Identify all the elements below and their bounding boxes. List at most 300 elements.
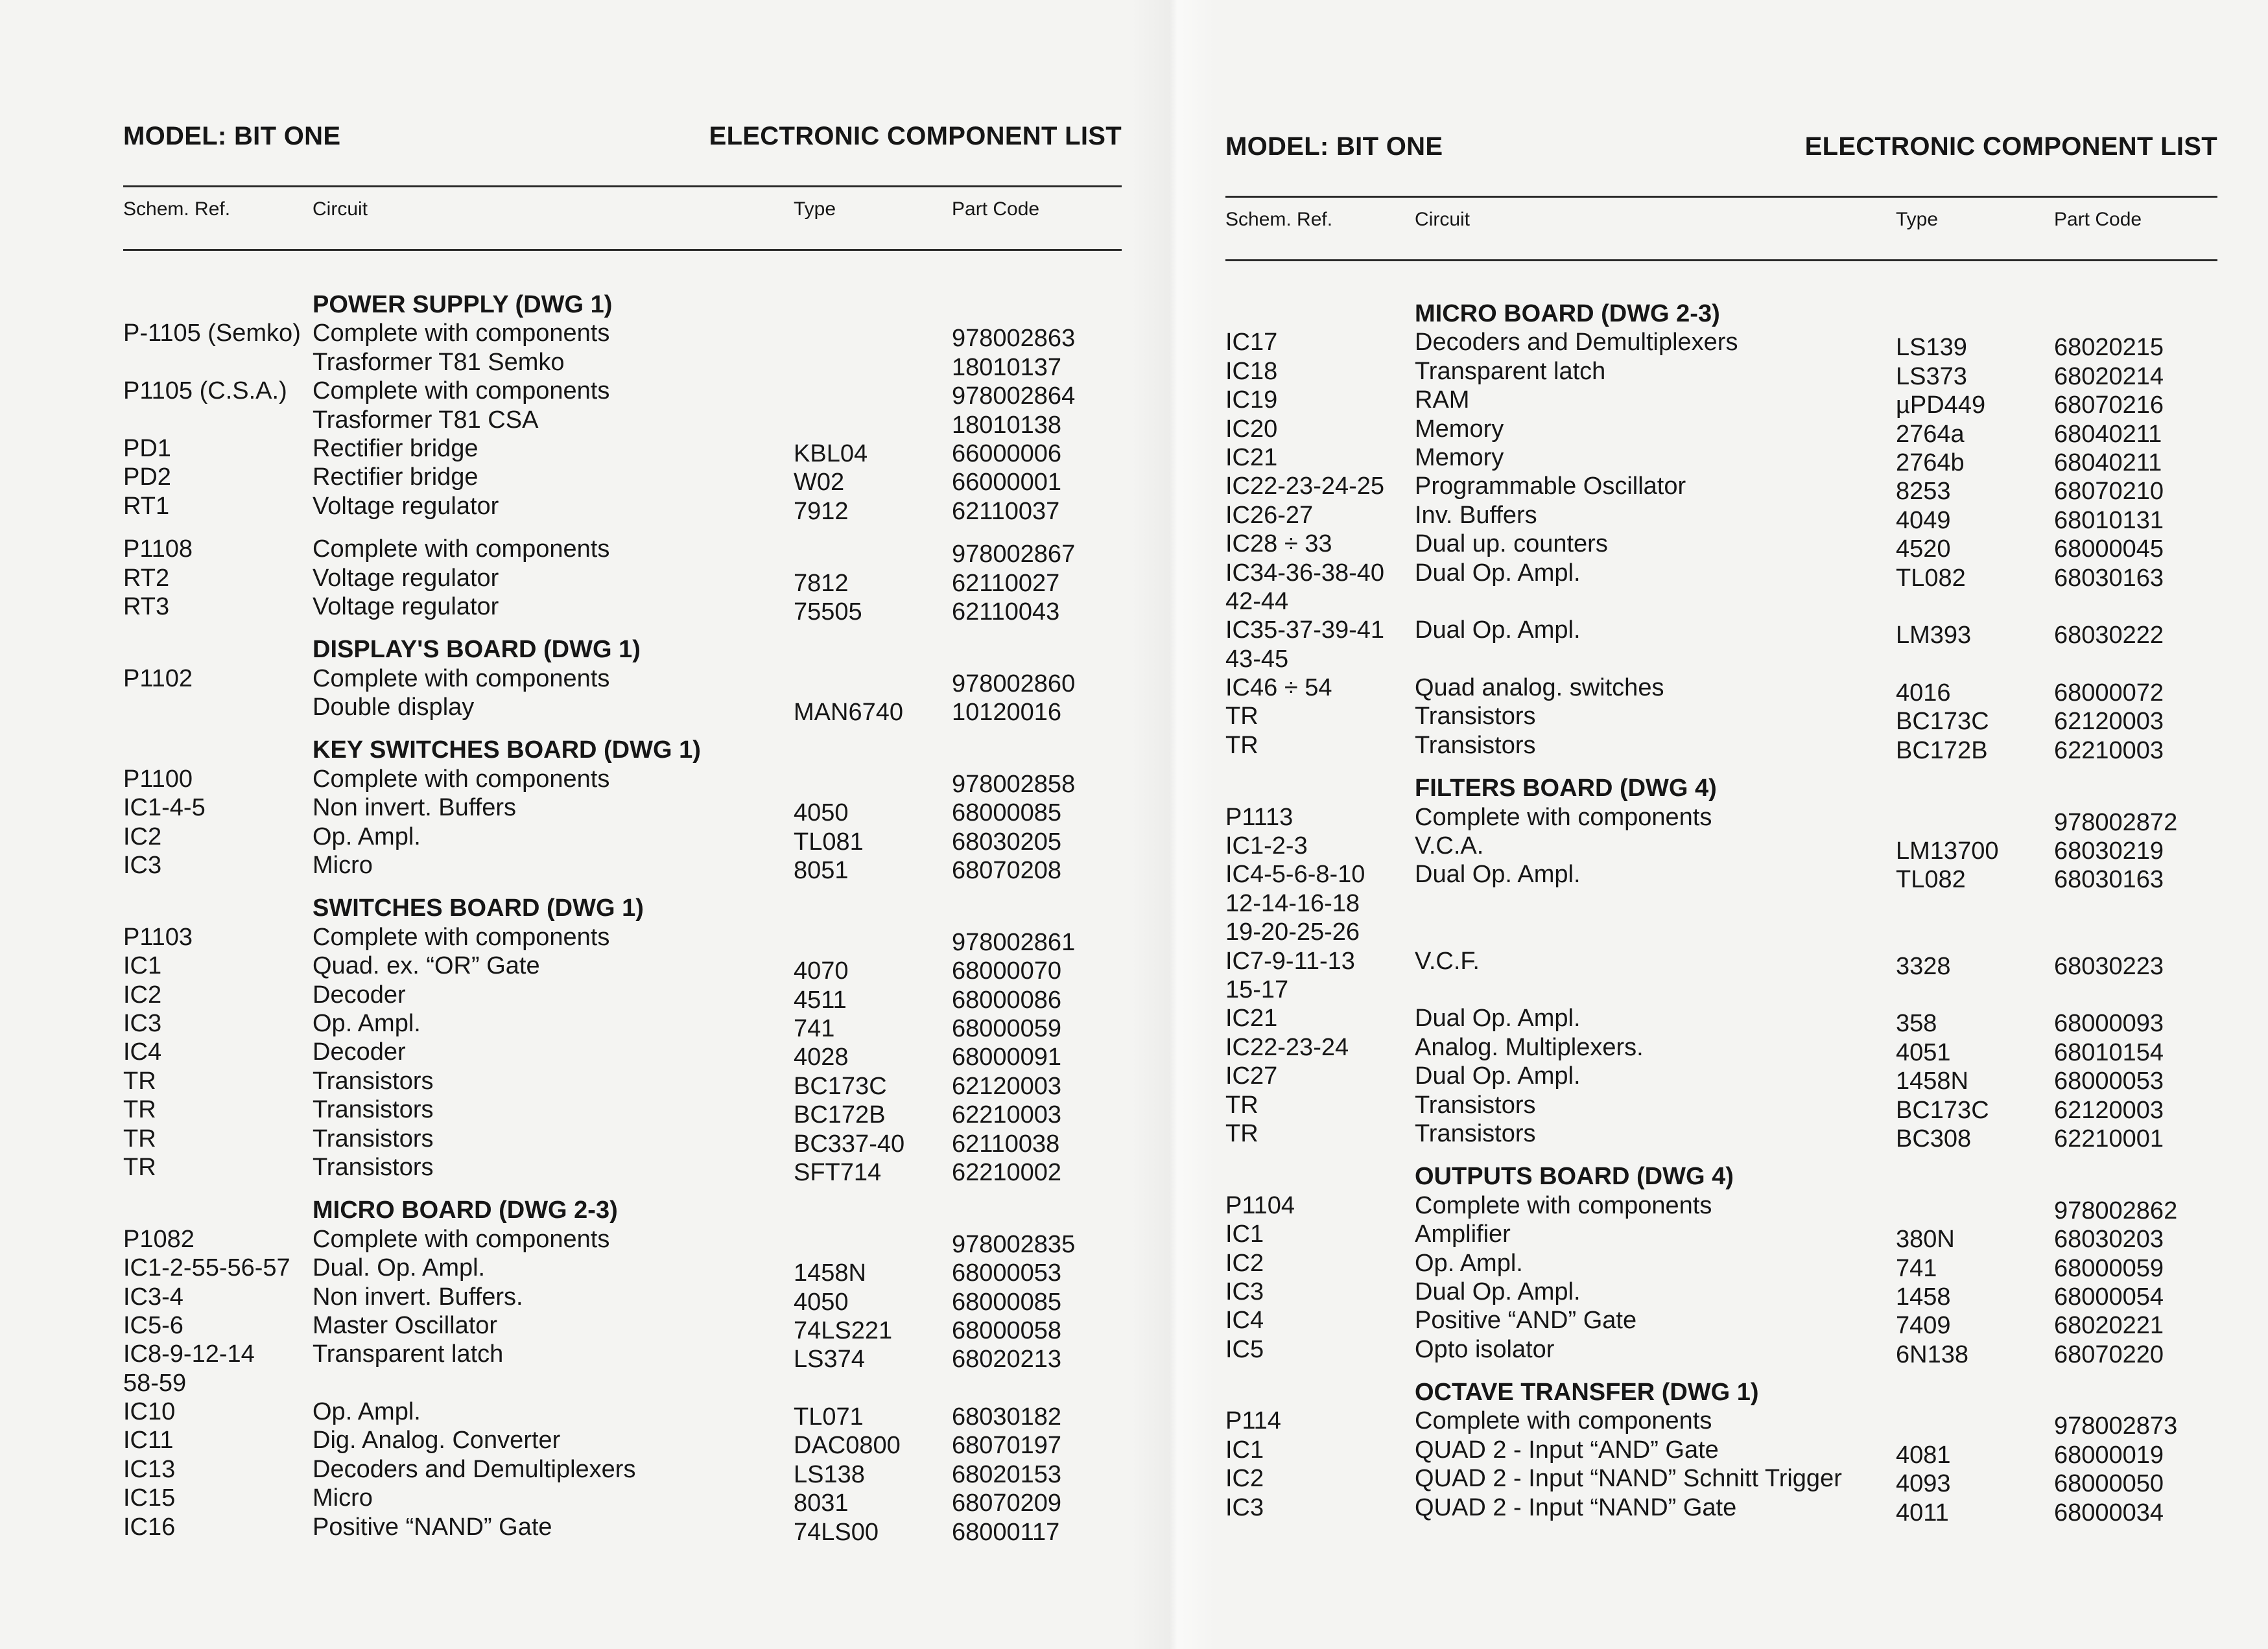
type-cell: 3328 xyxy=(1896,952,1951,980)
circuit-cell: Micro xyxy=(313,852,373,880)
circuit-cell: Transistors xyxy=(313,1067,434,1095)
circuit-cell: Dual Op. Ampl. xyxy=(1415,1278,1581,1305)
circuit-cell: Complete with components xyxy=(313,377,610,405)
schem-ref-cell: IC4 xyxy=(123,1038,162,1066)
column-header-schem-ref: Schem. Ref. xyxy=(123,198,231,220)
part-code-cell: 68010154 xyxy=(2054,1038,2164,1066)
component-row xyxy=(123,564,1122,597)
type-cell: 74LS00 xyxy=(794,1518,879,1546)
schem-ref-cell: IC34-36-38-40 xyxy=(1225,559,1385,587)
component-row xyxy=(123,1225,1122,1258)
type-cell: BC172B xyxy=(794,1101,886,1129)
schem-ref-cell: P-1105 (Semko) xyxy=(123,320,301,347)
schem-ref-cell: IC4-5-6-8-10 xyxy=(1225,861,1365,889)
component-row xyxy=(123,765,1122,798)
circuit-cell: Trasformer T81 CSA xyxy=(313,406,539,434)
circuit-cell: Complete with components xyxy=(1415,803,1712,831)
schem-ref-cell: IC17 xyxy=(1225,329,1278,357)
type-cell: 4028 xyxy=(794,1044,849,1071)
schem-ref-cell: IC3 xyxy=(123,1009,162,1037)
component-row xyxy=(1225,832,2224,865)
column-headers xyxy=(1225,209,2217,241)
schem-ref-cell: IC1 xyxy=(1225,1436,1264,1464)
component-row xyxy=(1225,559,2224,592)
section-heading-row xyxy=(1225,774,2224,802)
component-row xyxy=(1225,803,2224,836)
component-row xyxy=(123,592,1122,626)
type-cell: BC172B xyxy=(1896,736,1988,764)
page-header xyxy=(123,117,1122,156)
circuit-cell: Amplifier xyxy=(1415,1221,1511,1248)
component-row xyxy=(123,377,1122,410)
schem-ref-cell: IC2 xyxy=(1225,1465,1264,1493)
part-code-cell: 68000050 xyxy=(2054,1470,2164,1498)
schem-ref-cell: TR xyxy=(123,1067,156,1095)
schem-ref-cell: IC7-9-11-13 xyxy=(1225,947,1355,975)
circuit-cell: Inv. Buffers xyxy=(1415,501,1537,529)
component-row xyxy=(1225,616,2224,649)
type-cell: TL071 xyxy=(794,1403,864,1431)
part-code-cell: 62110038 xyxy=(952,1130,1060,1158)
type-cell: 4011 xyxy=(1896,1499,1949,1526)
component-row xyxy=(1225,1004,2224,1038)
circuit-cell: Dual Op. Ampl. xyxy=(1415,1062,1581,1090)
circuit-cell: Programmable Oscillator xyxy=(1415,473,1686,500)
type-cell: LS139 xyxy=(1896,334,1967,362)
type-cell: 8031 xyxy=(794,1490,849,1517)
part-code-cell: 62210001 xyxy=(2054,1125,2164,1152)
type-cell: 74LS221 xyxy=(794,1316,893,1344)
part-code-cell: 68000058 xyxy=(952,1316,1062,1344)
schem-ref-cell: TR xyxy=(1225,1091,1258,1119)
type-cell: BC173C xyxy=(794,1072,887,1100)
part-code-cell: 68070208 xyxy=(952,857,1062,885)
component-row xyxy=(1225,1119,2224,1152)
component-row xyxy=(1225,1436,2224,1469)
circuit-cell: Dual Op. Ampl. xyxy=(1415,559,1581,587)
type-cell: 7912 xyxy=(794,497,849,525)
circuit-cell: Complete with components xyxy=(313,765,610,793)
component-row xyxy=(1225,1033,2224,1066)
part-code-cell: 978002861 xyxy=(952,928,1076,956)
schem-ref-cell: IC3 xyxy=(1225,1278,1264,1305)
model-title: MODEL: BIT ONE xyxy=(123,121,341,150)
circuit-cell: QUAD 2 - Input “NAND” Gate xyxy=(1415,1493,1737,1521)
schem-ref-cell: IC1-2-3 xyxy=(1225,832,1308,860)
part-code-cell: 68030163 xyxy=(2054,564,2164,592)
section-heading-row xyxy=(123,635,1122,664)
column-header-type: Type xyxy=(794,198,836,220)
part-code-cell: 68030203 xyxy=(2054,1226,2164,1254)
part-code-cell: 18010138 xyxy=(952,411,1062,439)
circuit-cell: Transistors xyxy=(1415,1119,1536,1147)
circuit-cell: Voltage regulator xyxy=(313,564,499,592)
component-row xyxy=(123,406,1122,439)
part-code-cell: 68070220 xyxy=(2054,1340,2164,1368)
column-header-type: Type xyxy=(1896,209,1939,230)
circuit-cell: Rectifier bridge xyxy=(313,434,478,462)
type-cell: KBL04 xyxy=(794,439,868,467)
part-code-cell: 68000019 xyxy=(2054,1441,2164,1469)
part-code-cell: 68010131 xyxy=(2054,506,2164,534)
part-code-cell: 68070210 xyxy=(2054,478,2164,506)
part-code-cell: 68020221 xyxy=(2054,1312,2164,1340)
circuit-cell: Decoder xyxy=(313,981,406,1009)
circuit-cell: Op. Ampl. xyxy=(313,1398,421,1426)
type-cell: 4050 xyxy=(794,1288,849,1316)
part-code-cell: 68000072 xyxy=(2054,679,2164,707)
component-row xyxy=(123,793,1122,827)
schem-ref-cell: RT2 xyxy=(123,564,170,592)
part-code-cell: 68000086 xyxy=(952,986,1062,1014)
part-code-cell: 62210003 xyxy=(952,1101,1062,1129)
circuit-cell: Complete with components xyxy=(313,923,610,951)
column-header-rule xyxy=(123,249,1122,251)
circuit-cell: Transistors xyxy=(313,1153,434,1181)
component-row xyxy=(1225,472,2224,506)
part-code-cell: 62120003 xyxy=(952,1072,1062,1100)
type-cell: 7812 xyxy=(794,569,849,597)
schem-ref-cell: IC2 xyxy=(123,823,162,850)
component-row xyxy=(123,463,1122,497)
section-heading: FILTERS BOARD (DWG 4) xyxy=(1415,775,1717,802)
part-code-cell: 68030163 xyxy=(2054,866,2164,894)
circuit-cell: Complete with components xyxy=(313,664,610,692)
section-heading: OCTAVE TRANSFER (DWG 1) xyxy=(1415,1379,1759,1407)
part-code-cell: 68020214 xyxy=(2054,362,2164,390)
component-row xyxy=(1225,889,2224,918)
type-cell: 4511 xyxy=(794,986,847,1014)
schem-ref-cell: IC21 xyxy=(1225,1005,1278,1033)
component-row xyxy=(123,1340,1122,1374)
component-row xyxy=(1225,587,2224,616)
section-heading: MICRO BOARD (DWG 2-3) xyxy=(313,1197,618,1224)
circuit-cell: Transistors xyxy=(1415,731,1536,759)
type-cell: W02 xyxy=(794,469,845,497)
type-cell: 4070 xyxy=(794,957,849,985)
circuit-cell: Voltage regulator xyxy=(313,492,499,520)
circuit-cell: Quad analog. switches xyxy=(1415,674,1664,702)
component-row xyxy=(123,981,1122,1014)
circuit-cell: Dual up. counters xyxy=(1415,530,1608,558)
circuit-cell: Positive “AND” Gate xyxy=(1415,1307,1637,1335)
part-code-cell: 68000070 xyxy=(952,957,1062,985)
circuit-cell: Decoder xyxy=(313,1038,406,1066)
type-cell: 741 xyxy=(794,1014,835,1042)
component-row xyxy=(123,851,1122,885)
right-page xyxy=(1225,0,2217,1649)
component-row xyxy=(1225,673,2224,707)
column-header-part-code: Part Code xyxy=(2054,209,2142,230)
schem-ref-cell: IC2 xyxy=(1225,1249,1264,1277)
type-cell: 6N138 xyxy=(1896,1340,1968,1368)
circuit-cell: Memory xyxy=(1415,415,1504,443)
type-cell: BC173C xyxy=(1896,708,1989,736)
part-code-cell: 978002860 xyxy=(952,670,1076,697)
part-code-cell: 62210003 xyxy=(2054,736,2164,764)
component-row xyxy=(1225,415,2224,448)
schem-ref-cell: TR xyxy=(1225,1119,1258,1147)
component-row xyxy=(123,348,1122,381)
component-row xyxy=(1225,1493,2224,1526)
type-cell: 4050 xyxy=(794,799,849,827)
type-cell: µPD449 xyxy=(1896,392,1986,419)
circuit-cell: Dig. Analog. Converter xyxy=(313,1427,561,1455)
schem-ref-cell: IC1 xyxy=(1225,1221,1264,1248)
type-cell: 358 xyxy=(1896,1010,1937,1038)
component-row xyxy=(1225,860,2224,894)
part-code-cell: 68040211 xyxy=(2054,449,2162,476)
section-heading-row xyxy=(123,894,1122,922)
part-code-cell: 62120003 xyxy=(2054,1096,2164,1124)
component-row xyxy=(123,693,1122,727)
component-row xyxy=(123,1009,1122,1042)
row-spacer xyxy=(123,520,1122,535)
part-code-cell: 68000117 xyxy=(952,1518,1060,1546)
component-row xyxy=(1225,976,2224,1004)
section-heading: POWER SUPPLY (DWG 1) xyxy=(313,291,613,318)
part-code-cell: 978002858 xyxy=(952,770,1076,798)
schem-ref-cell: IC11 xyxy=(123,1427,174,1455)
type-cell: 1458N xyxy=(1896,1068,1968,1095)
circuit-cell: Non invert. Buffers. xyxy=(313,1283,523,1311)
row-spacer xyxy=(123,1182,1122,1196)
part-code-cell: 62110037 xyxy=(952,497,1060,525)
type-cell: 8253 xyxy=(1896,478,1951,506)
component-row xyxy=(123,1369,1122,1398)
component-row xyxy=(1225,1464,2224,1498)
part-code-cell: 68070209 xyxy=(952,1490,1062,1517)
type-cell: 75505 xyxy=(794,598,862,626)
list-title: ELECTRONIC COMPONENT LIST xyxy=(709,121,1122,150)
header-rule xyxy=(1225,196,2217,198)
schem-ref-cell: IC5-6 xyxy=(123,1311,183,1339)
part-code-cell: 68000091 xyxy=(952,1044,1062,1071)
schem-ref-cell: RT3 xyxy=(123,592,170,620)
component-row xyxy=(123,923,1122,956)
schem-ref-cell: P1105 (C.S.A.) xyxy=(123,377,287,405)
component-row xyxy=(1225,918,2224,946)
component-row xyxy=(1225,947,2224,980)
type-cell: BC173C xyxy=(1896,1096,1989,1124)
section-heading: DISPLAY'S BOARD (DWG 1) xyxy=(313,636,641,664)
type-cell: 4051 xyxy=(1896,1038,1951,1066)
circuit-cell: QUAD 2 - Input “AND” Gate xyxy=(1415,1436,1719,1464)
schem-ref-cell: RT1 xyxy=(123,492,170,520)
schem-ref-cell: IC3-4 xyxy=(123,1283,183,1311)
part-code-cell: 68000085 xyxy=(952,1288,1062,1316)
row-spacer xyxy=(123,621,1122,635)
type-cell: SFT714 xyxy=(794,1158,882,1186)
type-cell: TL082 xyxy=(1896,564,1966,592)
column-header-rule xyxy=(1225,259,2217,261)
schem-ref-cell: TR xyxy=(1225,703,1258,731)
part-code-cell: 68030223 xyxy=(2054,952,2164,980)
part-code-cell: 68000093 xyxy=(2054,1010,2164,1038)
schem-ref-cell: IC13 xyxy=(123,1455,176,1483)
column-header-part-code: Part Code xyxy=(952,198,1040,220)
type-cell: 4049 xyxy=(1896,506,1951,534)
part-code-cell: 68030219 xyxy=(2054,837,2164,865)
schem-ref-cell: PD1 xyxy=(123,434,171,462)
part-code-cell: 978002863 xyxy=(952,325,1076,353)
circuit-cell: Trasformer T81 Semko xyxy=(313,348,565,376)
circuit-cell: Transparent latch xyxy=(313,1340,504,1368)
schem-ref-cell: IC3 xyxy=(1225,1493,1264,1521)
schem-ref-cell: PD2 xyxy=(123,463,171,491)
component-row xyxy=(1225,357,2224,390)
type-cell: DAC0800 xyxy=(794,1432,901,1460)
schem-ref-cell: 58-59 xyxy=(123,1369,187,1397)
part-code-cell: 68000059 xyxy=(952,1014,1062,1042)
schem-ref-cell: IC22-23-24-25 xyxy=(1225,473,1385,500)
schem-ref-cell: IC18 xyxy=(1225,357,1278,385)
circuit-cell: Transistors xyxy=(1415,1091,1536,1119)
circuit-cell: Rectifier bridge xyxy=(313,463,478,491)
schem-ref-cell: IC1-4-5 xyxy=(123,794,206,822)
row-spacer xyxy=(123,880,1122,894)
circuit-cell: Opto isolator xyxy=(1415,1335,1555,1363)
schem-ref-cell: TR xyxy=(123,1096,156,1124)
part-code-cell: 68070216 xyxy=(2054,392,2164,419)
circuit-cell: Complete with components xyxy=(313,320,610,347)
circuit-cell: Complete with components xyxy=(1415,1191,1712,1219)
schem-ref-cell: P1082 xyxy=(123,1225,195,1253)
schem-ref-cell: 15-17 xyxy=(1225,976,1289,1003)
schem-ref-cell: 43-45 xyxy=(1225,645,1289,673)
part-code-cell: 68020215 xyxy=(2054,334,2164,362)
circuit-cell: Decoders and Demultiplexers xyxy=(1415,329,1738,357)
section-heading-row xyxy=(123,290,1122,319)
type-cell: LS373 xyxy=(1896,362,1967,390)
section-heading-row xyxy=(1225,299,2224,328)
schem-ref-cell: IC20 xyxy=(1225,415,1278,443)
page-header xyxy=(1225,127,2217,166)
component-row xyxy=(1225,1191,2224,1224)
part-code-cell: 68000059 xyxy=(2054,1254,2164,1282)
section-heading: MICRO BOARD (DWG 2-3) xyxy=(1415,300,1720,327)
schem-ref-cell: IC19 xyxy=(1225,386,1278,414)
row-spacer xyxy=(1225,1148,2224,1162)
schem-ref-cell: P114 xyxy=(1225,1407,1281,1435)
component-row xyxy=(123,823,1122,856)
schem-ref-cell: TR xyxy=(1225,731,1258,759)
type-cell: BC337-40 xyxy=(794,1130,905,1158)
type-cell: MAN6740 xyxy=(794,699,903,727)
component-row xyxy=(123,952,1122,985)
component-row xyxy=(1225,1278,2224,1311)
section-heading-row xyxy=(123,1196,1122,1224)
part-code-cell: 68020153 xyxy=(952,1460,1062,1488)
circuit-cell: Voltage regulator xyxy=(313,592,499,620)
component-table xyxy=(1225,299,2224,1526)
component-row xyxy=(123,1067,1122,1100)
part-code-cell: 68000085 xyxy=(952,799,1062,827)
circuit-cell: V.C.F. xyxy=(1415,947,1480,975)
type-cell: 741 xyxy=(1896,1254,1937,1282)
circuit-cell: Quad. ex. “OR” Gate xyxy=(313,952,540,980)
type-cell: LS374 xyxy=(794,1346,865,1374)
column-headers xyxy=(123,198,1122,231)
circuit-cell: RAM xyxy=(1415,386,1470,414)
schem-ref-cell: TR xyxy=(123,1125,156,1152)
part-code-cell: 978002862 xyxy=(2054,1197,2178,1224)
model-title: MODEL: BIT ONE xyxy=(1225,132,1443,161)
circuit-cell: Complete with components xyxy=(313,1225,610,1253)
part-code-cell: 978002872 xyxy=(2054,808,2178,836)
component-row xyxy=(123,535,1122,568)
circuit-cell: V.C.A. xyxy=(1415,832,1484,860)
part-code-cell: 68000045 xyxy=(2054,535,2164,563)
section-heading-row xyxy=(123,736,1122,764)
component-row xyxy=(1225,1220,2224,1254)
circuit-cell: Transistors xyxy=(313,1125,434,1152)
circuit-cell: Master Oscillator xyxy=(313,1311,498,1339)
schem-ref-cell: IC3 xyxy=(123,852,162,880)
component-row xyxy=(1225,530,2224,563)
part-code-cell: 62110027 xyxy=(952,569,1060,597)
component-table xyxy=(123,290,1122,1546)
schem-ref-cell: IC27 xyxy=(1225,1062,1278,1090)
schem-ref-cell: IC46 ÷ 54 xyxy=(1225,674,1332,702)
component-row xyxy=(1225,443,2224,476)
type-cell: 8051 xyxy=(794,857,849,885)
column-header-circuit: Circuit xyxy=(1415,209,1471,230)
circuit-cell: Memory xyxy=(1415,443,1504,471)
schem-ref-cell: IC2 xyxy=(123,981,162,1009)
page-fold xyxy=(1131,0,1216,1649)
column-header-schem-ref: Schem. Ref. xyxy=(1225,209,1333,230)
component-row xyxy=(1225,702,2224,736)
type-cell: 380N xyxy=(1896,1226,1955,1254)
type-cell: LM393 xyxy=(1896,622,1972,649)
schem-ref-cell: IC35-37-39-41 xyxy=(1225,616,1385,644)
component-row xyxy=(1225,731,2224,764)
circuit-cell: Micro xyxy=(313,1484,373,1512)
component-row xyxy=(123,1254,1122,1287)
component-row xyxy=(123,1153,1122,1186)
component-row xyxy=(123,1311,1122,1344)
schem-ref-cell: IC28 ÷ 33 xyxy=(1225,530,1332,558)
part-code-cell: 68000034 xyxy=(2054,1499,2164,1526)
circuit-cell: Decoders and Demultiplexers xyxy=(313,1455,636,1483)
schem-ref-cell: IC4 xyxy=(1225,1307,1264,1335)
component-row xyxy=(123,1095,1122,1129)
schem-ref-cell: IC8-9-12-14 xyxy=(123,1340,255,1368)
type-cell: LM13700 xyxy=(1896,837,1999,865)
component-row xyxy=(123,1038,1122,1071)
circuit-cell: Op. Ampl. xyxy=(1415,1249,1523,1277)
circuit-cell: Transistors xyxy=(1415,703,1536,731)
circuit-cell: Positive “NAND” Gate xyxy=(313,1513,552,1541)
schem-ref-cell: P1104 xyxy=(1225,1191,1295,1219)
component-row xyxy=(1225,386,2224,419)
schem-ref-cell: IC5 xyxy=(1225,1335,1264,1363)
section-heading-row xyxy=(1225,1378,2224,1407)
type-cell: BC308 xyxy=(1896,1125,1972,1152)
schem-ref-cell: IC21 xyxy=(1225,443,1278,471)
part-code-cell: 978002864 xyxy=(952,382,1076,410)
circuit-cell: Transparent latch xyxy=(1415,357,1606,385)
component-row xyxy=(1225,1407,2224,1440)
component-row xyxy=(1225,1306,2224,1340)
part-code-cell: 68030182 xyxy=(952,1403,1062,1431)
schem-ref-cell: IC16 xyxy=(123,1513,176,1541)
component-row xyxy=(1225,645,2224,673)
part-code-cell: 66000001 xyxy=(952,469,1062,497)
schem-ref-cell: P1100 xyxy=(123,765,193,793)
part-code-cell: 66000006 xyxy=(952,439,1062,467)
